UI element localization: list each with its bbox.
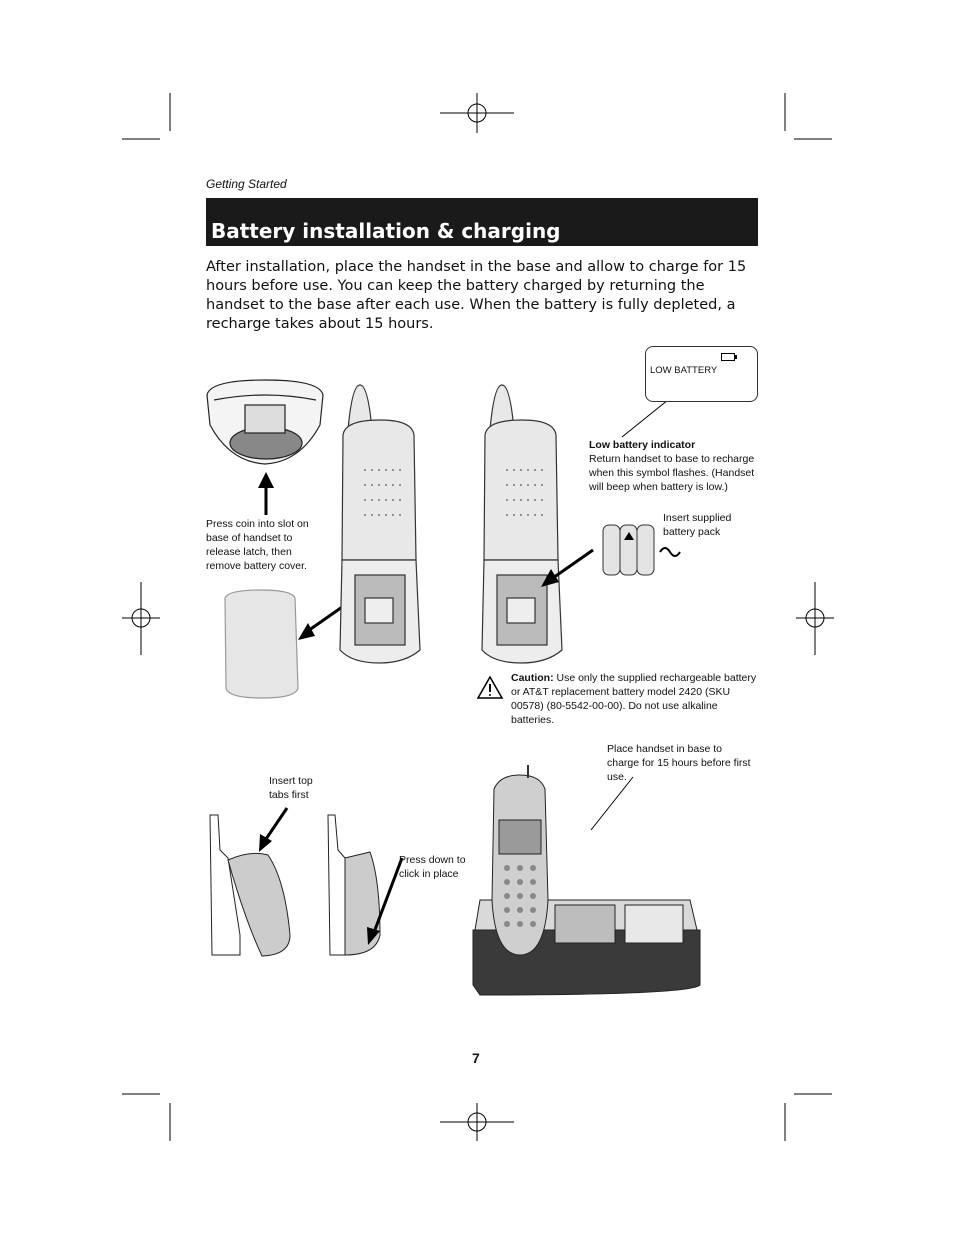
intro-paragraph: After installation, place the handset in the base and allow to charge for 15 hours before use. You can keep the battery charged by returning the handset to the base after each use. When the battery is fully depleted, a recharge takes about 15 hours. <box>206 259 747 332</box>
lcd-display <box>645 346 758 402</box>
arrow-tabs-icon <box>259 808 287 852</box>
caution-body: Use only the supplied rechargeable battery or AT&T replacement battery model 2420 (SKU 00578) (80-5542-00-00). Do not use alkaline batteries. <box>511 672 757 726</box>
handset-open-illustration-1 <box>340 385 420 663</box>
charge-note: Place handset in base to charge for 15 hours before first use. <box>607 743 751 783</box>
section-label: Getting Started <box>206 177 287 191</box>
lcd-pointer-line <box>622 400 668 437</box>
caution-note <box>511 671 757 727</box>
cover-attach-step1-illustration <box>210 815 290 956</box>
battery-cover-illustration <box>225 590 298 698</box>
tabs-note: Insert top tabs first <box>269 775 313 801</box>
handset-open-illustration-2 <box>482 385 562 663</box>
arrow-cover-icon <box>298 605 345 640</box>
warning-icon <box>478 677 502 698</box>
charge-pointer-line <box>591 777 633 830</box>
low-battery-body: Return handset to base to recharge when this symbol flashes. (Handset will beep when battery is low.) <box>589 453 755 493</box>
battery-note: Insert supplied battery pack <box>663 512 732 538</box>
low-battery-heading: Low battery indicator <box>589 439 696 451</box>
arrow-up-icon <box>258 472 274 515</box>
press-note: Press down to click in place <box>399 854 466 880</box>
coin-note: Press coin into slot on base of handset to release latch, then remove battery cover. <box>206 518 309 572</box>
low-battery-note <box>589 438 759 494</box>
handset-base-illustration <box>207 380 323 464</box>
page-number: 7 <box>472 1050 480 1066</box>
caution-label: Caution: <box>511 672 554 684</box>
battery-low-icon <box>721 353 735 361</box>
lcd-text: LOW BATTERY <box>650 365 718 376</box>
page-title: Battery installation & charging <box>211 219 561 243</box>
